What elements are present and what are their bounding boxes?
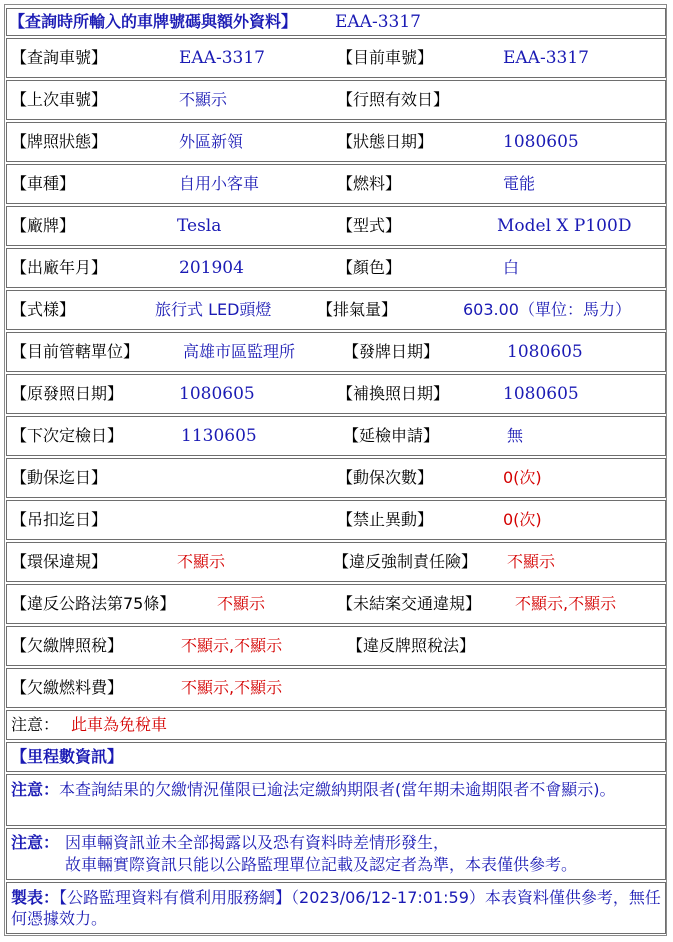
notice-disclaimer-label: 注意： bbox=[11, 833, 60, 852]
field-label: 【違反牌照稅法】 bbox=[347, 636, 476, 655]
field-value: 不顯示,不顯示 bbox=[515, 594, 617, 613]
info-row bbox=[6, 290, 666, 330]
info-row bbox=[6, 374, 666, 414]
notice-disclaimer-line2: 故車輛實際資訊只能以公路監理單位記載及認定者為準，本表僅供參考。 bbox=[65, 855, 578, 874]
field-value: 1080605 bbox=[179, 384, 255, 404]
query-header-plate: EAA-3317 bbox=[335, 12, 421, 32]
field-value: 1080605 bbox=[507, 342, 583, 362]
field-label: 【車種】 bbox=[11, 174, 76, 193]
field-value: 旅行式 LED頭燈 bbox=[155, 300, 272, 319]
footer-text-block bbox=[11, 887, 661, 929]
field-value: 無 bbox=[507, 426, 524, 445]
field-label: 【查詢車號】 bbox=[11, 48, 108, 67]
field-value: Tesla bbox=[177, 216, 222, 236]
query-header-row bbox=[6, 8, 666, 36]
field-value: 0(次) bbox=[503, 468, 542, 487]
info-row bbox=[6, 38, 666, 78]
field-value: 不顯示 bbox=[179, 90, 228, 109]
field-value: 外區新領 bbox=[179, 132, 244, 151]
tax-note-label: 注意： bbox=[11, 715, 60, 734]
info-row bbox=[6, 122, 666, 162]
field-label: 【禁止異動】 bbox=[337, 510, 434, 529]
info-row bbox=[6, 416, 666, 456]
field-value: 高雄市區監理所 bbox=[183, 342, 296, 361]
field-label: 【上次車號】 bbox=[11, 90, 108, 109]
info-row bbox=[6, 500, 666, 540]
field-label: 【排氣量】 bbox=[317, 300, 398, 319]
field-label: 【牌照狀態】 bbox=[11, 132, 108, 151]
field-value: 1130605 bbox=[181, 426, 257, 446]
field-label: 【廠牌】 bbox=[11, 216, 76, 235]
field-value: 電能 bbox=[503, 174, 536, 193]
field-label: 【下次定檢日】 bbox=[11, 426, 124, 445]
notice-disclaimer-line1: 因車輛資訊並未全部揭露以及恐有資料時差情形發生， bbox=[65, 833, 450, 852]
info-row bbox=[6, 332, 666, 372]
field-value: 自用小客車 bbox=[179, 174, 260, 193]
info-row bbox=[6, 542, 666, 582]
field-label: 【動保迄日】 bbox=[11, 468, 108, 487]
notice-overdue-label: 注意： bbox=[11, 780, 60, 799]
info-row bbox=[6, 248, 666, 288]
footer-text: 【公路監理資料有償利用服務網】（2023/06/12-17:01:59）本表資料僅供參考，無任何憑據效力。 bbox=[11, 888, 661, 928]
field-label: 【違反強制責任險】 bbox=[333, 552, 478, 571]
field-label: 【狀態日期】 bbox=[337, 132, 434, 151]
field-label: 【行照有效日】 bbox=[337, 90, 450, 109]
field-label: 【原發照日期】 bbox=[11, 384, 124, 403]
field-value: 不顯示 bbox=[507, 552, 556, 571]
info-row bbox=[6, 164, 666, 204]
field-label: 【顏色】 bbox=[337, 258, 402, 277]
field-value: 不顯示 bbox=[177, 552, 226, 571]
field-value: 0(次) bbox=[503, 510, 542, 529]
info-row bbox=[6, 458, 666, 498]
field-label: 【欠繳燃料費】 bbox=[11, 678, 124, 697]
notice-overdue-text: 本查詢結果的欠繳情況僅限已逾法定繳納期限者(當年期未逾期限者不會顯示)。 bbox=[59, 780, 616, 799]
field-value: 不顯示 bbox=[217, 594, 266, 613]
info-row bbox=[6, 80, 666, 120]
notice-overdue-row bbox=[6, 774, 666, 826]
mileage-title: 【里程數資訊】 bbox=[11, 747, 124, 766]
field-value: 不顯示,不顯示 bbox=[181, 636, 283, 655]
field-label: 【欠繳牌照稅】 bbox=[11, 636, 124, 655]
info-row bbox=[6, 584, 666, 624]
field-label: 【式樣】 bbox=[11, 300, 76, 319]
field-label: 【補換照日期】 bbox=[337, 384, 450, 403]
field-value: Model X P100D bbox=[497, 216, 632, 236]
footer-row bbox=[6, 882, 666, 934]
notice-disclaimer-row bbox=[6, 828, 666, 880]
field-label: 【出廠年月】 bbox=[11, 258, 108, 277]
field-value: 不顯示,不顯示 bbox=[181, 678, 283, 697]
field-value: 1080605 bbox=[503, 384, 579, 404]
mileage-row bbox=[6, 742, 666, 772]
field-label: 【目前車號】 bbox=[337, 48, 434, 67]
notice-overdue bbox=[11, 779, 661, 800]
tax-note-text: 此車為免稅車 bbox=[71, 715, 168, 734]
field-label: 【發牌日期】 bbox=[343, 342, 440, 361]
query-header-title: 【查詢時所輸入的車牌號碼與額外資料】 bbox=[9, 12, 298, 31]
field-value: 白 bbox=[503, 258, 520, 277]
field-value: 201904 bbox=[179, 258, 244, 278]
field-label: 【違反公路法第75條】 bbox=[11, 594, 176, 613]
field-value: EAA-3317 bbox=[503, 48, 589, 68]
field-value: 1080605 bbox=[503, 132, 579, 152]
field-label: 【動保次數】 bbox=[337, 468, 434, 487]
field-label: 【型式】 bbox=[337, 216, 402, 235]
info-row bbox=[6, 206, 666, 246]
field-label: 【未結案交通違規】 bbox=[337, 594, 482, 613]
info-row bbox=[6, 668, 666, 708]
field-label: 【目前管轄單位】 bbox=[11, 342, 140, 361]
field-value: EAA-3317 bbox=[179, 48, 265, 68]
footer-label: 製表： bbox=[11, 888, 60, 907]
tax-note-row bbox=[6, 710, 666, 740]
field-label: 【環保違規】 bbox=[11, 552, 108, 571]
field-label: 【延檢申請】 bbox=[343, 426, 440, 445]
info-row bbox=[6, 626, 666, 666]
field-label: 【燃料】 bbox=[337, 174, 402, 193]
field-label: 【吊扣迄日】 bbox=[11, 510, 108, 529]
field-value: 603.00（單位：馬力） bbox=[463, 300, 631, 319]
